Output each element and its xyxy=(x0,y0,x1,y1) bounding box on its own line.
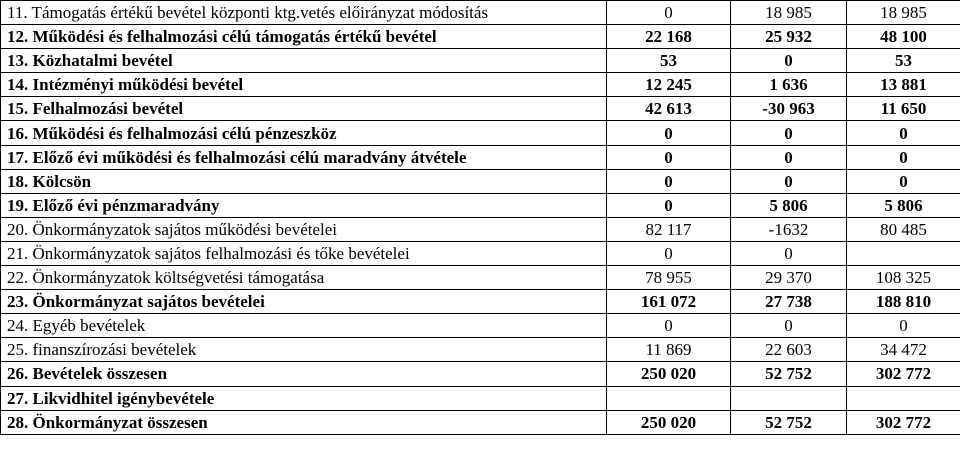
row-value-1: 0 xyxy=(607,193,731,217)
table-row xyxy=(1,97,960,121)
row-label: 26. Bevételek összesen xyxy=(1,362,607,386)
row-value-1: 0 xyxy=(607,169,731,193)
row-value-3: 48 100 xyxy=(847,25,960,49)
row-value-3: 0 xyxy=(847,314,960,338)
table-row xyxy=(1,145,960,169)
row-value-3: 18 985 xyxy=(847,1,960,25)
row-label: 20. Önkormányzatok sajátos működési bevételei xyxy=(1,217,607,241)
row-value-2: 5 806 xyxy=(731,193,847,217)
row-value-2: 0 xyxy=(731,314,847,338)
table-row xyxy=(1,338,960,362)
row-value-1: 0 xyxy=(607,145,731,169)
row-value-3: 0 xyxy=(847,169,960,193)
row-value-1: 250 020 xyxy=(607,362,731,386)
row-value-2: 0 xyxy=(731,121,847,145)
row-value-3: 108 325 xyxy=(847,266,960,290)
row-value-2: 0 xyxy=(731,169,847,193)
row-label: 22. Önkormányzatok költségvetési támogatása xyxy=(1,266,607,290)
row-value-3: 188 810 xyxy=(847,290,960,314)
table-row xyxy=(1,73,960,97)
row-value-2: 18 985 xyxy=(731,1,847,25)
row-label: 18. Kölcsön xyxy=(1,169,607,193)
table-row xyxy=(1,193,960,217)
row-value-3 xyxy=(847,241,960,265)
table-row xyxy=(1,386,960,410)
row-value-1 xyxy=(607,386,731,410)
table-row xyxy=(1,49,960,73)
row-value-3: 0 xyxy=(847,145,960,169)
row-value-1: 42 613 xyxy=(607,97,731,121)
row-value-2: 52 752 xyxy=(731,410,847,434)
table-row xyxy=(1,314,960,338)
row-label: 25. finanszírozási bevételek xyxy=(1,338,607,362)
row-value-2: 0 xyxy=(731,145,847,169)
row-value-1: 82 117 xyxy=(607,217,731,241)
row-label: 27. Likvidhitel igénybevétele xyxy=(1,386,607,410)
table-row xyxy=(1,241,960,265)
row-value-3: 0 xyxy=(847,121,960,145)
row-label: 28. Önkormányzat összesen xyxy=(1,410,607,434)
row-value-2: 0 xyxy=(731,49,847,73)
row-label: 14. Intézményi működési bevétel xyxy=(1,73,607,97)
row-value-2: -1632 xyxy=(731,217,847,241)
row-label: 19. Előző évi pénzmaradvány xyxy=(1,193,607,217)
row-value-2: 1 636 xyxy=(731,73,847,97)
table-row xyxy=(1,266,960,290)
row-value-3 xyxy=(847,386,960,410)
row-value-3: 302 772 xyxy=(847,410,960,434)
row-label: 17. Előző évi működési és felhalmozási célú maradvány átvétele xyxy=(1,145,607,169)
row-value-1: 0 xyxy=(607,314,731,338)
row-label: 12. Működési és felhalmozási célú támogatás értékű bevétel xyxy=(1,25,607,49)
row-value-2: 0 xyxy=(731,241,847,265)
row-value-1: 161 072 xyxy=(607,290,731,314)
row-value-2: 27 738 xyxy=(731,290,847,314)
row-value-3: 34 472 xyxy=(847,338,960,362)
table-body xyxy=(1,1,960,435)
row-value-1: 53 xyxy=(607,49,731,73)
table-row xyxy=(1,362,960,386)
row-label: 24. Egyéb bevételek xyxy=(1,314,607,338)
row-value-2: -30 963 xyxy=(731,97,847,121)
table-row xyxy=(1,290,960,314)
row-value-1: 78 955 xyxy=(607,266,731,290)
row-value-1: 0 xyxy=(607,1,731,25)
row-label: 16. Működési és felhalmozási célú pénzeszköz xyxy=(1,121,607,145)
row-value-1: 0 xyxy=(607,241,731,265)
row-value-3: 53 xyxy=(847,49,960,73)
row-value-2: 52 752 xyxy=(731,362,847,386)
row-value-3: 13 881 xyxy=(847,73,960,97)
table-row xyxy=(1,25,960,49)
row-value-1: 22 168 xyxy=(607,25,731,49)
row-value-2: 22 603 xyxy=(731,338,847,362)
row-value-3: 11 650 xyxy=(847,97,960,121)
table-row xyxy=(1,410,960,434)
row-value-2: 29 370 xyxy=(731,266,847,290)
table-row xyxy=(1,121,960,145)
row-label: 13. Közhatalmi bevétel xyxy=(1,49,607,73)
row-value-2: 25 932 xyxy=(731,25,847,49)
table-row xyxy=(1,217,960,241)
row-label: 11. Támogatás értékű bevétel központi ktg.vetés előirányzat módosítás xyxy=(1,1,607,25)
table-row xyxy=(1,1,960,25)
row-label: 21. Önkormányzatok sajátos felhalmozási és tőke bevételei xyxy=(1,241,607,265)
row-value-3: 80 485 xyxy=(847,217,960,241)
row-value-1: 11 869 xyxy=(607,338,731,362)
row-value-3: 5 806 xyxy=(847,193,960,217)
row-label: 15. Felhalmozási bevétel xyxy=(1,97,607,121)
row-value-1: 0 xyxy=(607,121,731,145)
row-value-2 xyxy=(731,386,847,410)
table-row xyxy=(1,169,960,193)
row-label: 23. Önkormányzat sajátos bevételei xyxy=(1,290,607,314)
row-value-1: 250 020 xyxy=(607,410,731,434)
row-value-3: 302 772 xyxy=(847,362,960,386)
row-value-1: 12 245 xyxy=(607,73,731,97)
